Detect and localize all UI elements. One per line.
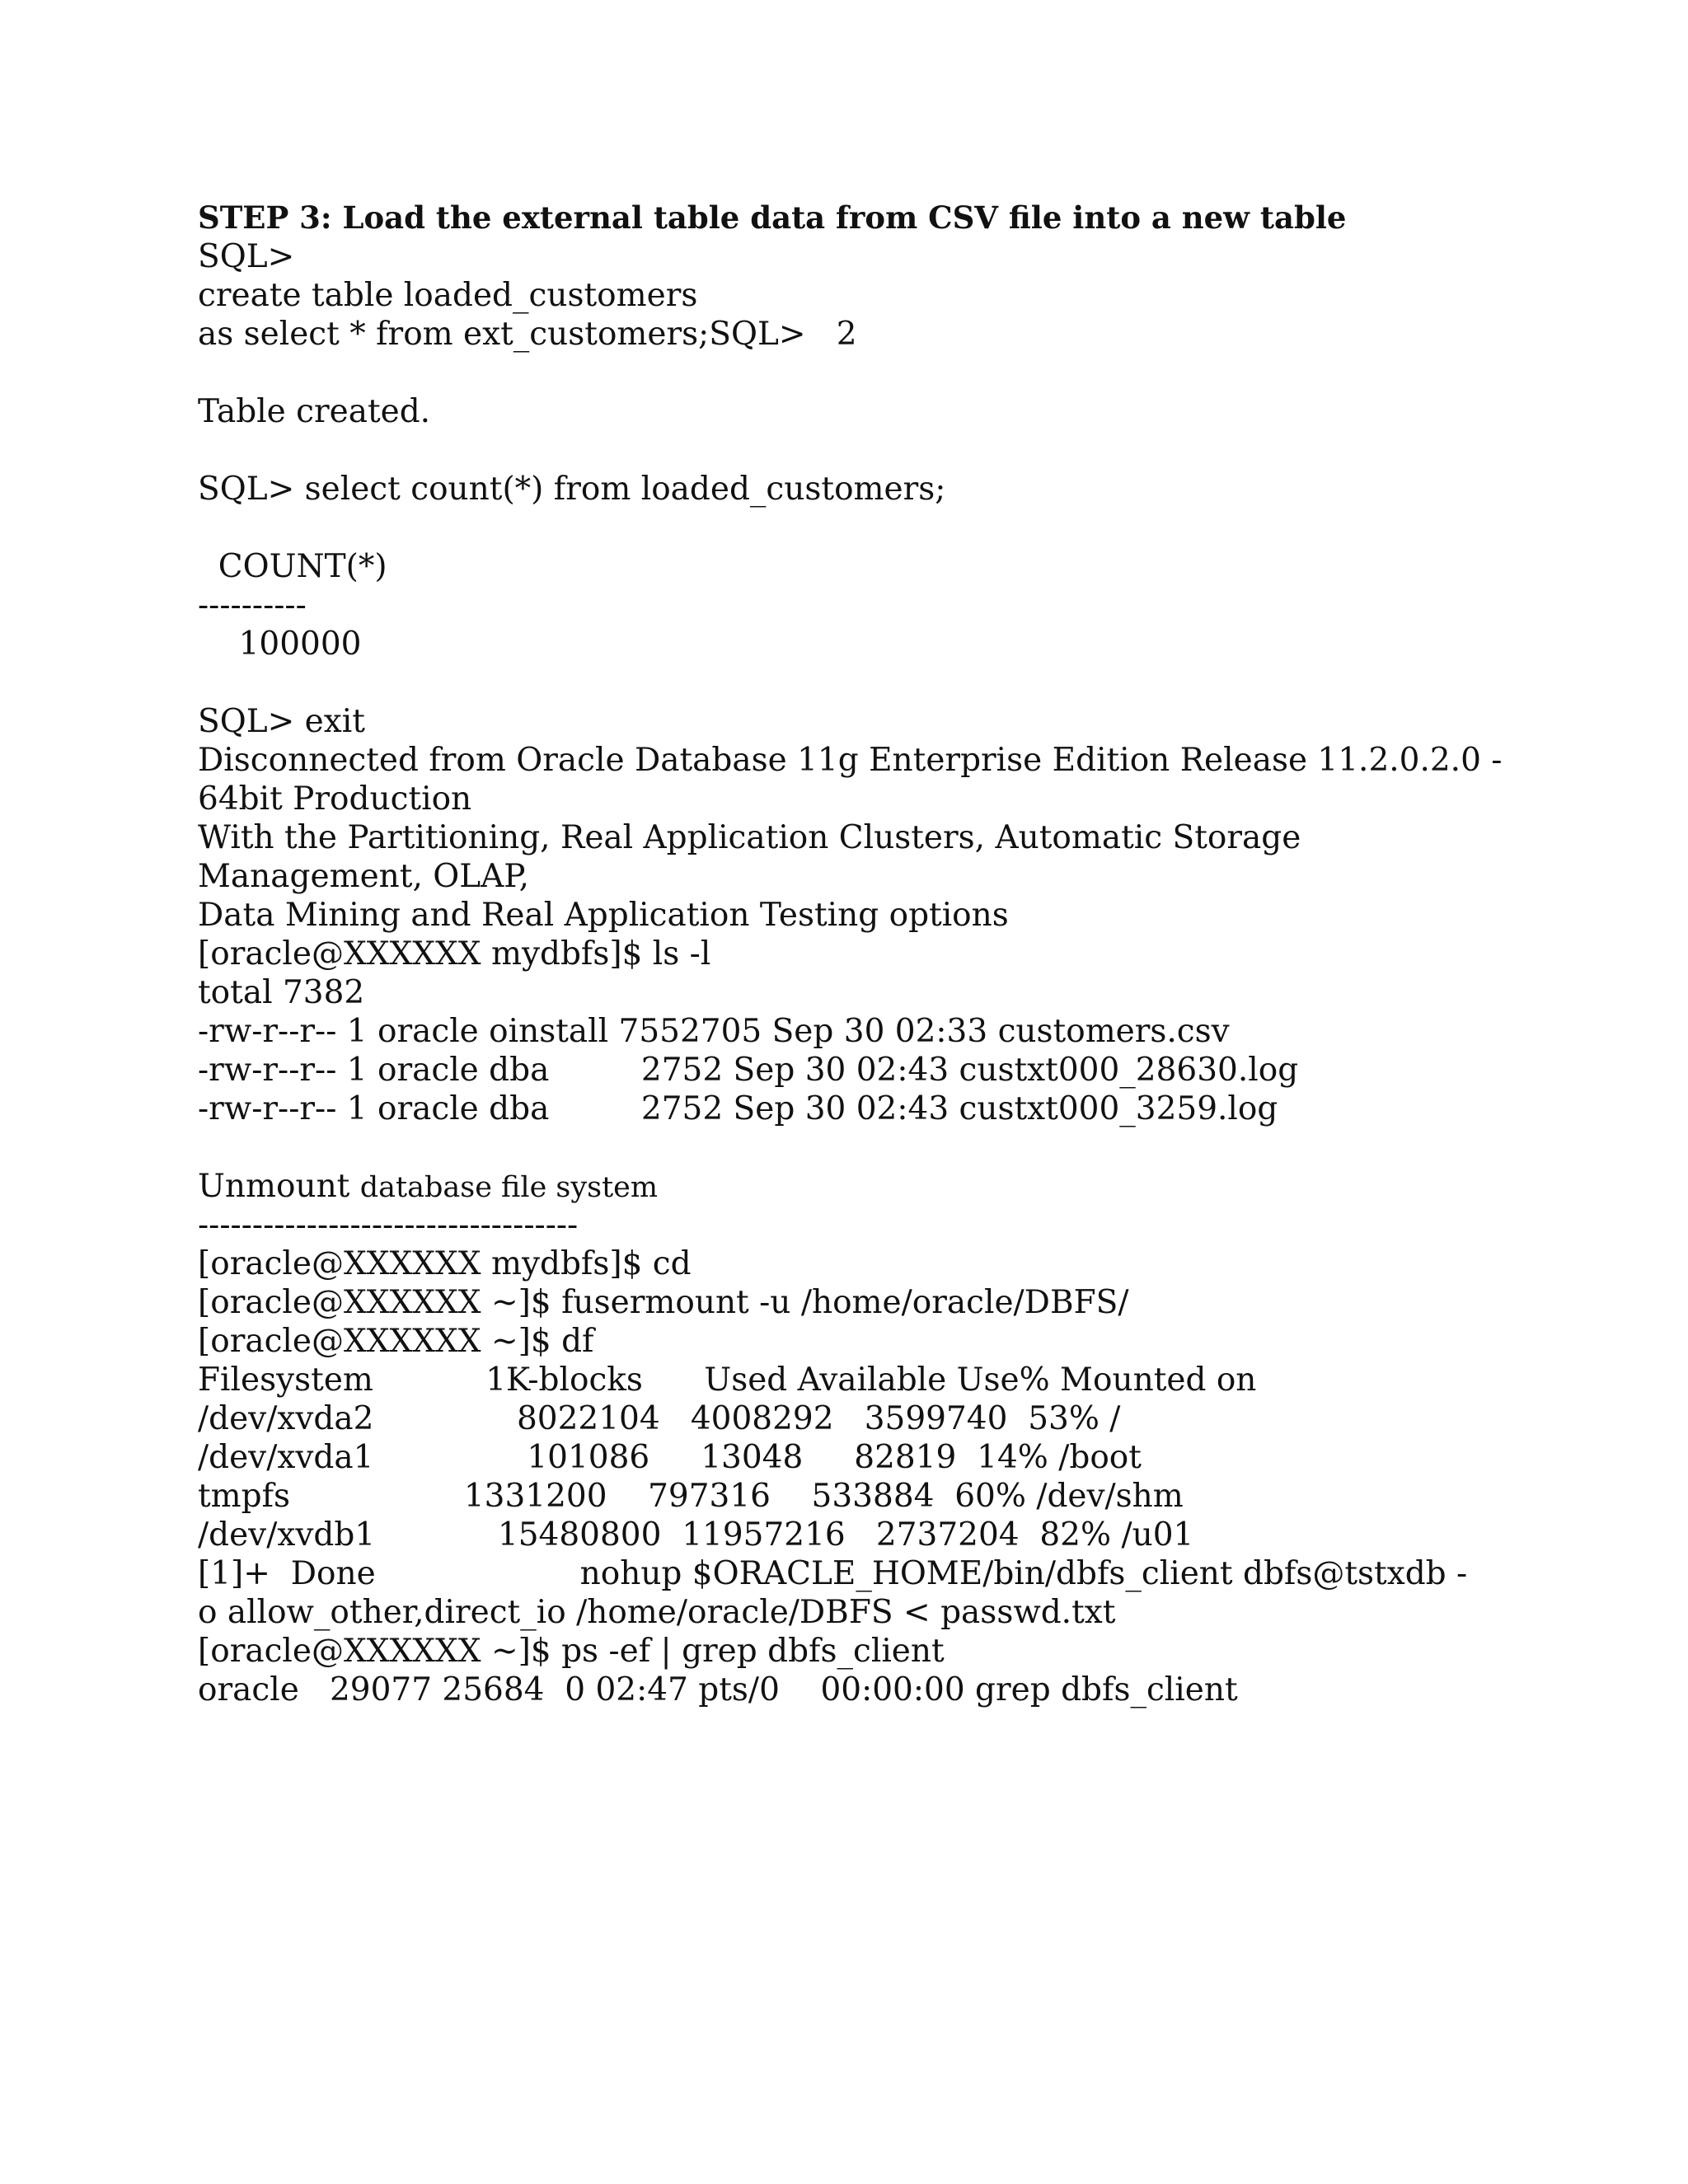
text-line (198, 431, 1566, 470)
text-line: [oracle@XXXXXX ~]$ fusermount -u /home/oracle/DBFS/ (198, 1284, 1129, 1321)
text-line: [1]+ Done nohup $ORACLE_HOME/bin/dbfs_client dbfs@tstxdb - (198, 1555, 1468, 1592)
document-body (198, 199, 1566, 1709)
text-line: [oracle@XXXXXX ~]$ df (198, 1323, 594, 1360)
text-line: 64bit Production (198, 780, 472, 818)
text-line: /dev/xvda1 101086 13048 82819 14% /boot (198, 1439, 1142, 1476)
text-line: -rw-r--r-- 1 oracle dba 2752 Sep 30 02:43 custxt000_3259.log (198, 1090, 1278, 1127)
section-title (198, 1167, 1566, 1206)
section-title-small: database file system (359, 1171, 659, 1204)
text-line: oracle 29077 25684 0 02:47 pts/0 00:00:00 grep dbfs_client (198, 1671, 1238, 1708)
text-line: Management, OLAP, (198, 858, 530, 895)
text-line: Filesystem 1K-blocks Used Available Use% Mounted on (198, 1361, 1257, 1399)
text-line: -rw-r--r-- 1 oracle oinstall 7552705 Sep 30 02:33 customers.csv (198, 1013, 1230, 1050)
text-line: [oracle@XXXXXX ~]$ ps -ef | grep dbfs_client (198, 1633, 945, 1670)
text-line: With the Partitioning, Real Application Clusters, Automatic Storage (198, 819, 1301, 856)
text-line: Data Mining and Real Application Testing options (198, 897, 1009, 934)
text-line (198, 663, 1566, 702)
text-line: COUNT(*) (198, 548, 387, 585)
text-line: ---------- (198, 587, 307, 624)
text-line: [oracle@XXXXXX mydbfs]$ ls -l (198, 935, 711, 972)
text-line: [oracle@XXXXXX mydbfs]$ cd (198, 1245, 692, 1282)
unmount-session-output (198, 1206, 1566, 1709)
text-line: create table loaded_customers (198, 277, 698, 314)
text-line: SQL> (198, 238, 295, 275)
section-title-main: Unmount (198, 1168, 360, 1205)
text-line: Disconnected from Oracle Database 11g Enterprise Edition Release 11.2.0.2.0 - (198, 742, 1503, 779)
step-heading: STEP 3: Load the external table data from CSV file into a new table (198, 199, 1347, 236)
text-line: as select * from ext_customers;SQL> 2 (198, 316, 857, 353)
text-line (198, 509, 1566, 547)
text-line (198, 1128, 1566, 1167)
text-line: -rw-r--r-- 1 oracle dba 2752 Sep 30 02:43 custxt000_28630.log (198, 1052, 1299, 1089)
text-line: o allow_other,direct_io /home/oracle/DBFS < passwd.txt (198, 1594, 1116, 1631)
text-line: tmpfs 1331200 797316 533884 60% /dev/shm (198, 1478, 1184, 1515)
text-line: 100000 (198, 626, 362, 663)
text-line: /dev/xvdb1 15480800 11957216 2737204 82% /u01 (198, 1516, 1194, 1554)
sql-session-output (198, 237, 1566, 1167)
text-line (198, 354, 1566, 392)
text-line: total 7382 (198, 974, 365, 1011)
text-line: Table created. (198, 393, 431, 430)
text-line: ----------------------------------- (198, 1207, 579, 1244)
text-line: /dev/xvda2 8022104 4008292 3599740 53% / (198, 1400, 1121, 1437)
text-line: SQL> exit (198, 703, 365, 740)
text-line: SQL> select count(*) from loaded_customers; (198, 471, 946, 508)
